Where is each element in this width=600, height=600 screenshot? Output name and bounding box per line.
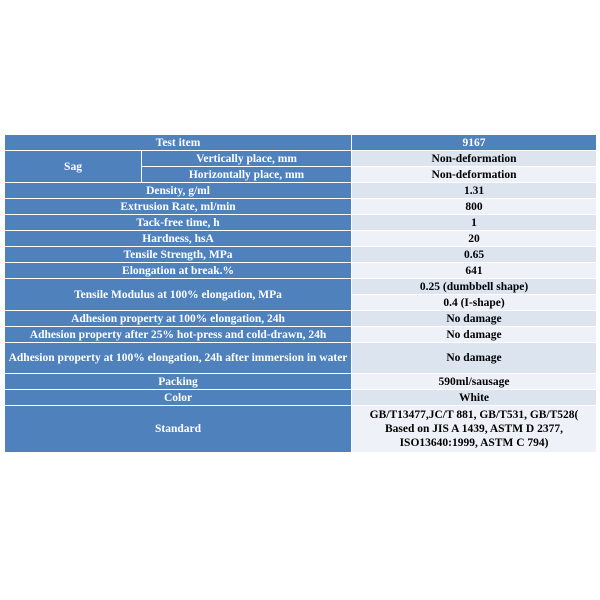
color-label: Color [5,390,352,406]
packing-value: 590ml/sausage [352,374,597,390]
table-header-row [5,135,597,151]
row-label: Extrusion Rate, ml/min [5,199,352,215]
row-value: 20 [352,231,597,247]
row-label: Tensile Strength, MPa [5,247,352,263]
table-row [5,199,597,215]
table-row [5,311,597,327]
adhesion-100-label: Adhesion property at 100% elongation, 24h [5,311,352,327]
row-label: Density, g/ml [5,183,352,199]
color-value: White [352,390,597,406]
table-row [5,263,597,279]
table-row [5,390,597,406]
table-row [5,183,597,199]
adhesion-25-label: Adhesion property after 25% hot-press and cold-drawn, 24h [5,327,352,343]
row-value: 1 [352,215,597,231]
adhesion-water-value: No damage [352,343,597,374]
row-value: 1.31 [352,183,597,199]
standard-label: Standard [5,406,352,453]
table-row [5,327,597,343]
row-label: Hardness, hsA [5,231,352,247]
table-row [5,279,597,295]
sag-vertical-label: Vertically place, mm [142,151,352,167]
adhesion-25-value: No damage [352,327,597,343]
table-row [5,343,597,374]
table-row [5,406,597,453]
packing-label: Packing [5,374,352,390]
adhesion-100-value: No damage [352,311,597,327]
sag-horizontal-label: Horizontally place, mm [142,167,352,183]
table-row [5,215,597,231]
sag-vertical-value: Non-deformation [352,151,597,167]
row-value: 0.65 [352,247,597,263]
row-value: 641 [352,263,597,279]
spec-table [4,134,597,453]
row-label: Tack-free time, h [5,215,352,231]
table-row [5,374,597,390]
tensile-modulus-label: Tensile Modulus at 100% elongation, MPa [5,279,352,311]
header-test-item: Test item [5,135,352,151]
tensile-modulus-value-ishape: 0.4 (I-shape) [352,295,597,311]
row-label: Elongation at break.% [5,263,352,279]
row-value: 800 [352,199,597,215]
table-row [5,247,597,263]
standard-value: GB/T13477,JC/T 881, GB/T531, GB/T528( Based on JIS A 1439, ASTM D 2377, ISO13640:1999, ASTM C 794) [352,406,597,453]
table-row [5,151,597,167]
adhesion-water-label: Adhesion property at 100% elongation, 24h after immersion in water [5,343,352,374]
table-row [5,231,597,247]
sag-horizontal-value: Non-deformation [352,167,597,183]
tensile-modulus-value-dumbbell: 0.25 (dumbbell shape) [352,279,597,295]
sag-label: Sag [5,151,142,183]
header-product-code: 9167 [352,135,597,151]
